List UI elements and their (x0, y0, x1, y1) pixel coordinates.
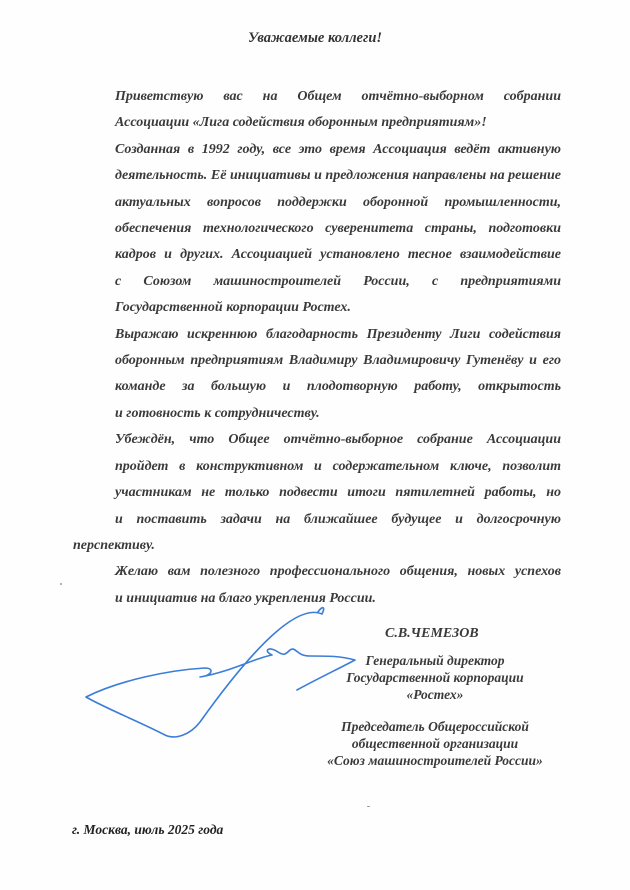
text-line: Созданная в 1992 году, все это время Ассоциация ведёт активную (115, 141, 561, 157)
text-line: Приветствую вас на Общем отчётно-выборном собрании (115, 89, 561, 104)
position-line: «Ростех» (406, 687, 464, 702)
text-line: и готовность к сотрудничеству. (115, 405, 320, 421)
letter-body (73, 84, 561, 612)
text-line: Государственной корпорации Ростех. (115, 300, 351, 316)
text-line: актуальных вопросов поддержки оборонной промышленности, (115, 194, 561, 210)
scan-speck (60, 583, 62, 585)
text-line: и поставить задачи на ближайшее будущее и долгосрочную перспективу. (73, 511, 561, 553)
text-line: оборонным предприятиям Владимиру Владимировичу Гутенёву и его (115, 353, 561, 369)
scan-speck (367, 806, 370, 807)
paragraph-gratitude (73, 322, 561, 428)
text-line: обеспечения технологического суверенитета страны, подготовки (115, 221, 561, 237)
paragraph-history (73, 137, 561, 322)
text-line: Выражаю искреннюю благодарность Президенту Лиги содействия (115, 326, 561, 342)
signatory-position-union (300, 718, 570, 769)
signatory-name: С.В.ЧЕМЕЗОВ (385, 626, 479, 641)
signatory-position-rostec (330, 652, 540, 703)
text-line: Ассоциации «Лига содействия оборонным предприятиям»! (115, 115, 487, 131)
paragraph-wishes (73, 559, 561, 612)
text-line: пройдет в конструктивном и содержательном ключе, позволит (115, 458, 561, 474)
place-and-date: г. Москва, июль 2025 года (72, 822, 224, 837)
position-line: Государственной корпорации (346, 670, 524, 685)
text-line: кадров и других. Ассоциацией установлено тесное взаимодействие (115, 247, 561, 263)
position-line: «Союз машиностроителей России» (327, 753, 543, 768)
paragraph-greeting (73, 84, 561, 137)
position-line: общественной организации (351, 736, 519, 751)
paragraph-confidence (73, 427, 561, 559)
position-line: Председатель Общероссийской (341, 719, 529, 734)
text-line: Убеждён, что Общее отчётно-выборное собрание Ассоциации (115, 432, 561, 448)
text-line: участникам не только подвести итоги пятилетней работы, но (115, 485, 561, 501)
salutation: Уважаемые коллеги! (247, 30, 383, 46)
text-line: Желаю вам полезного профессионального общения, новых успехов (115, 564, 561, 580)
text-line: с Союзом машиностроителей России, с предприятиями (115, 273, 561, 289)
text-line: деятельность. Её инициативы и предложения направлены на решение (115, 168, 561, 184)
position-line: Генеральный директор (365, 653, 505, 668)
text-line: команде за большую и плодотворную работу, открытость (115, 379, 561, 395)
text-line: и инициатив на благо укрепления России. (115, 590, 376, 606)
